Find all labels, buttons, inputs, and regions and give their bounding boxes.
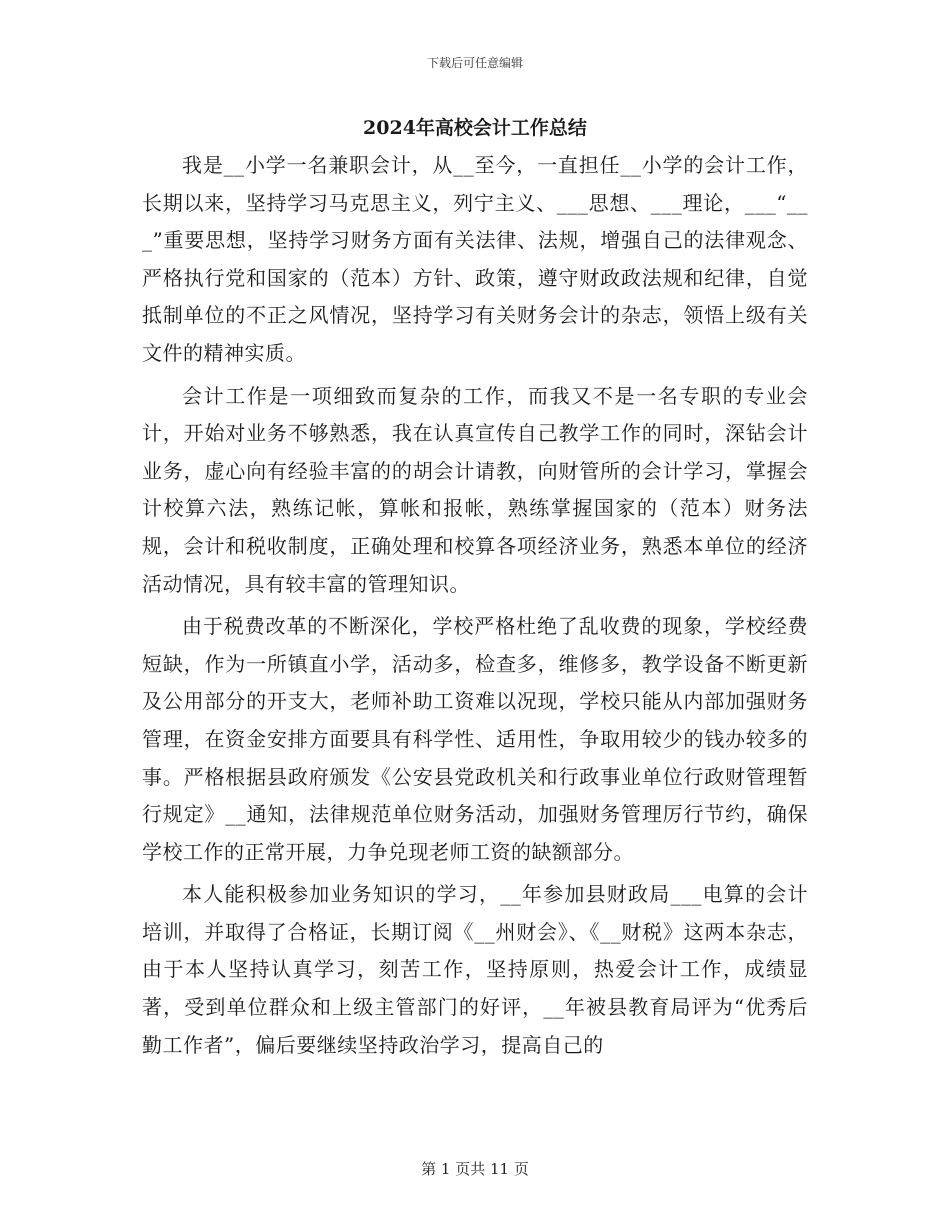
document-title: 2024年高校会计工作总结 xyxy=(363,117,587,139)
page-footer: 第 1 页共 11 页 xyxy=(421,1160,529,1178)
paragraph-2: 会计工作是一项细致而复杂的工作，而我又不是一名专职的专业会计，开始对业务不够熟悉，我在认真宣传自己教学工作的同时，深钻会计业务，虚心向有经验丰富的的胡会计请教，向财管所的会计学习，掌握会计校算六法，熟练记帐，算帐和报帐，熟练掌握国家的（范本）财务法规，会计和税收制度，正确处理和校算各项经济业务，熟悉本单位的经济活动情况，具有较丰富的管理知识。 xyxy=(142,383,808,596)
paragraph-4: 本人能积极参加业务知识的学习，__年参加县财政局___电算的会计培训，并取得了合格证，长期订阅《__州财会》、《__财税》这两本杂志，由于本人坚持认真学习，刻苦工作，坚持原则，热爱会计工作，成绩显著，受到单位群众和上级主管部门的好评，__年被县教育局评为“优秀后勤工作者”，偏后要继续坚持政治学习，提高自己的 xyxy=(142,882,808,1057)
paragraph-1: 我是__小学一名兼职会计，从__至今，一直担任__小学的会计工作，长期以来，坚持学习马克思主义，列宁主义、___思想、___理论，___“___”重要思想，坚持学习财务方面有关法律、法规，增强自己的法律观念、严格执行党和国家的（范本）方针、政策，遵守财政政法规和纪律，自觉抵制单位的不正之风情况，坚持学习有关财务会计的杂志，领悟上级有关文件的精神实质。 xyxy=(142,153,808,365)
paragraph-3: 由于税费改革的不断深化，学校严格杜绝了乱收费的现象，学校经费短缺，作为一所镇直小学，活动多，检查多，维修多，教学设备不断更新及公用部分的开支大，老师补助工资难以况现，学校只能从内部加强财务管理，在资金安排方面要具有科学性、适用性，争取用较少的钱办较多的事。严格根据县政府颁发《公安县党政机关和行政事业单位行政财管理暂行规定》__通知，法律规范单位财务活动，加强财务管理厉行节约，确保学校工作的正常开展，力争兑现老师工资的缺额部分。 xyxy=(142,614,808,864)
header-note: 下载后可任意编辑 xyxy=(426,56,523,70)
document-body xyxy=(142,147,808,1069)
